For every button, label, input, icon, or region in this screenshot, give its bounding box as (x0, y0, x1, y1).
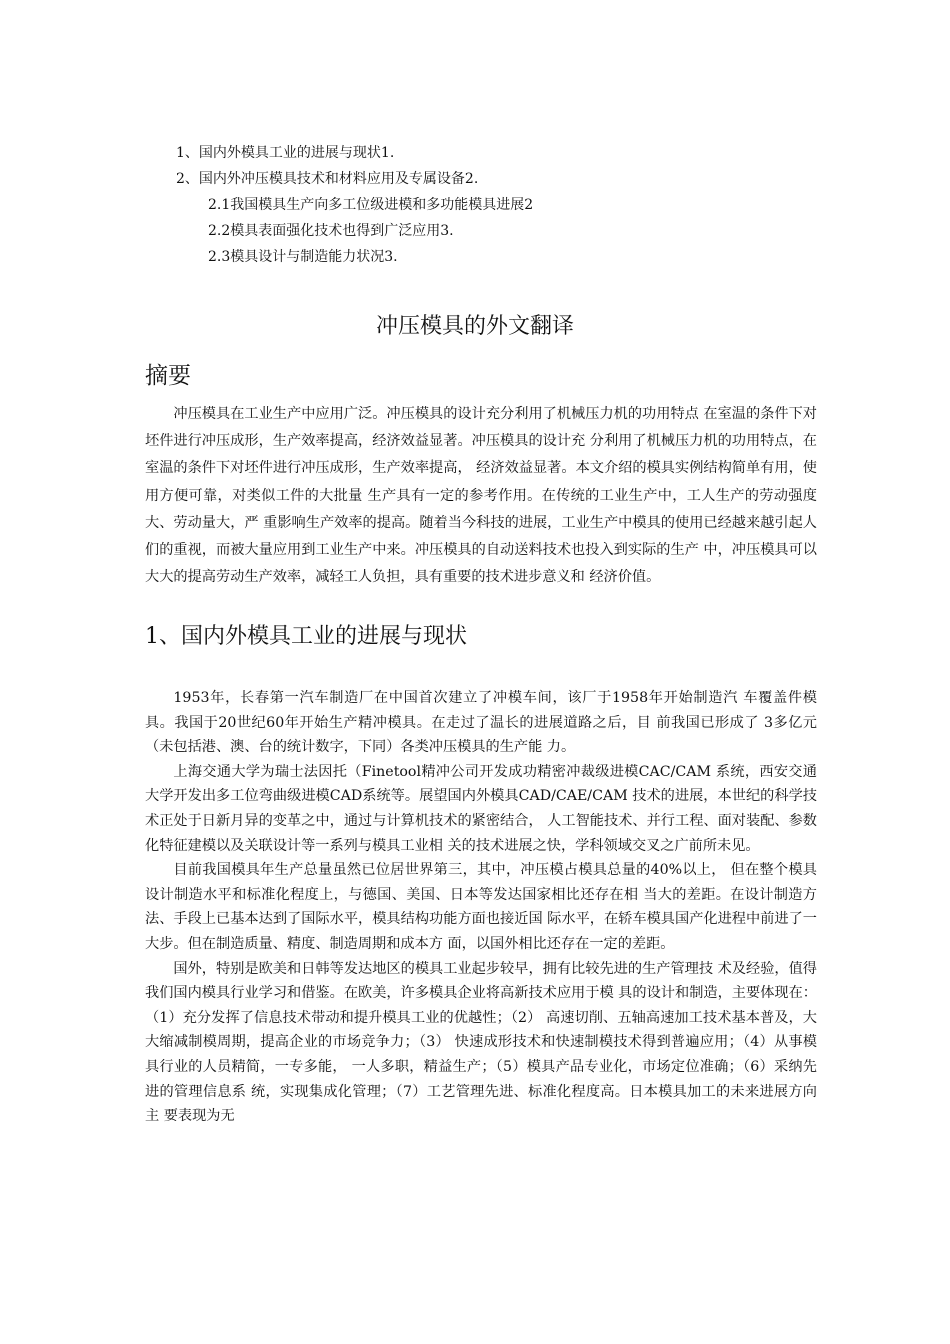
table-of-contents (176, 140, 816, 270)
abstract-heading: 摘要 (145, 363, 191, 389)
toc-item[interactable]: 2、国内外冲压模具技术和材料应用及专属设备2. (176, 171, 479, 187)
toc-subitem[interactable]: 2.3模具设计与制造能力状况3. (208, 249, 398, 265)
toc-subitem[interactable]: 2.1我国模具生产向多工位级进模和多功能模具进展2 (208, 197, 534, 213)
toc-item[interactable]: 1、国内外模具工业的进展与现状1. (176, 145, 395, 161)
body-paragraph: 国外，特别是欧美和日韩等发达地区的模具工业起步较早，拥有比较先进的生产管理技 术及经验，值得我们国内模具行业学习和借鉴。在欧美，许多模具企业将高新技术应用于模 具的设计和制造，主要体现在：（1）充分发挥了信息技术带动和提升模具工业的优越性；（2） 高速切削、五轴高速加工技术基本普及，大大缩减制模周期，提高企业的市场竞争力；（3） 快速成形技术和快速制模技术得到普遍应用；（4）从事模具行业的人员精简，一专多能， 一人多职，精益生产；（5）模具产品专业化，市场定位准确；（6）采纳先进的管理信息系 统，实现集成化管理；（7）工艺管理先进、标准化程度高。日本模具加工的未来进展方向主 要表现为无 (145, 960, 817, 1125)
toc-subitem[interactable]: 2.2模具表面强化技术也得到广泛应用3. (208, 223, 454, 239)
abstract-paragraph: 冲压模具在工业生产中应用广泛。冲压模具的设计充分利用了机械压力机的功用特点 在室温的条件下对坯件进行冲压成形，生产效率提高，经济效益显著。冲压模具的设计充 分利用了机械压力机的功用特点，在室温的条件下对坯件进行冲压成形，生产效率提高， 经济效益显著。本文介绍的模具实例结构简单有用，使用方便可靠，对类似工件的大批量 生产具有一定的参考作用。在传统的工业生产中，工人生产的劳动强度大、劳动量大，严 重影响生产效率的提高。随着当今科技的进展，工业生产中模具的使用已经越来越引起人 们的重视，而被大量应用到工业生产中来。冲压模具的自动送料技术也投入到实际的生产 中，冲压模具可以大大的提高劳动生产效率，减轻工人负担，具有重要的技术进步意义和 经济价值。 (145, 406, 817, 586)
section-body (145, 686, 817, 1129)
body-paragraph: 上海交通大学为瑞士法因托（Finetool精冲公司开发成功精密冲裁级进模CAC/CAM 系统，西安交通大学开发出多工位弯曲级进模CAD系统等。展望国内外模具CAD/CAE/CAM 技术的进展，本世纪的科学技术正处于日新月异的变革之中，通过与计算机技术的紧密结合， 人工智能技术、并行工程、面对装配、参数化特征建模以及关联设计等一系列与模具工业相 关的技术进展之快，学科领域交叉之广前所未见。 (145, 763, 817, 854)
document-title: 冲压模具的外文翻译 (375, 314, 574, 339)
body-paragraph: 目前我国模具年生产总量虽然已位居世界第三，其中，冲压模占模具总量的40%以上， 但在整个模具设计制造水平和标准化程度上，与德国、美国、日本等发达国家相比还存在相 当大的差距。在设计制造方法、手段上已基本达到了国际水平，模具结构功能方面也接近国 际水平，在轿车模具国产化进程中前进了一大步。但在制造质量、精度、制造周期和成本方 面，以国外相比还存在一定的差距。 (145, 862, 817, 952)
section-heading: 1、国内外模具工业的进展与现状 (145, 624, 467, 649)
body-paragraph: 1953年，长春第一汽车制造厂在中国首次建立了冲模车间，该厂于1958年开始制造汽 车覆盖件模具。我国于20世纪60年开始生产精冲模具。在走过了温长的进展道路之后，目 前我国已形成了 3多亿元（未包括港、澳、台的统计数字，下同）各类冲压模具的生产能 力。 (145, 690, 817, 756)
